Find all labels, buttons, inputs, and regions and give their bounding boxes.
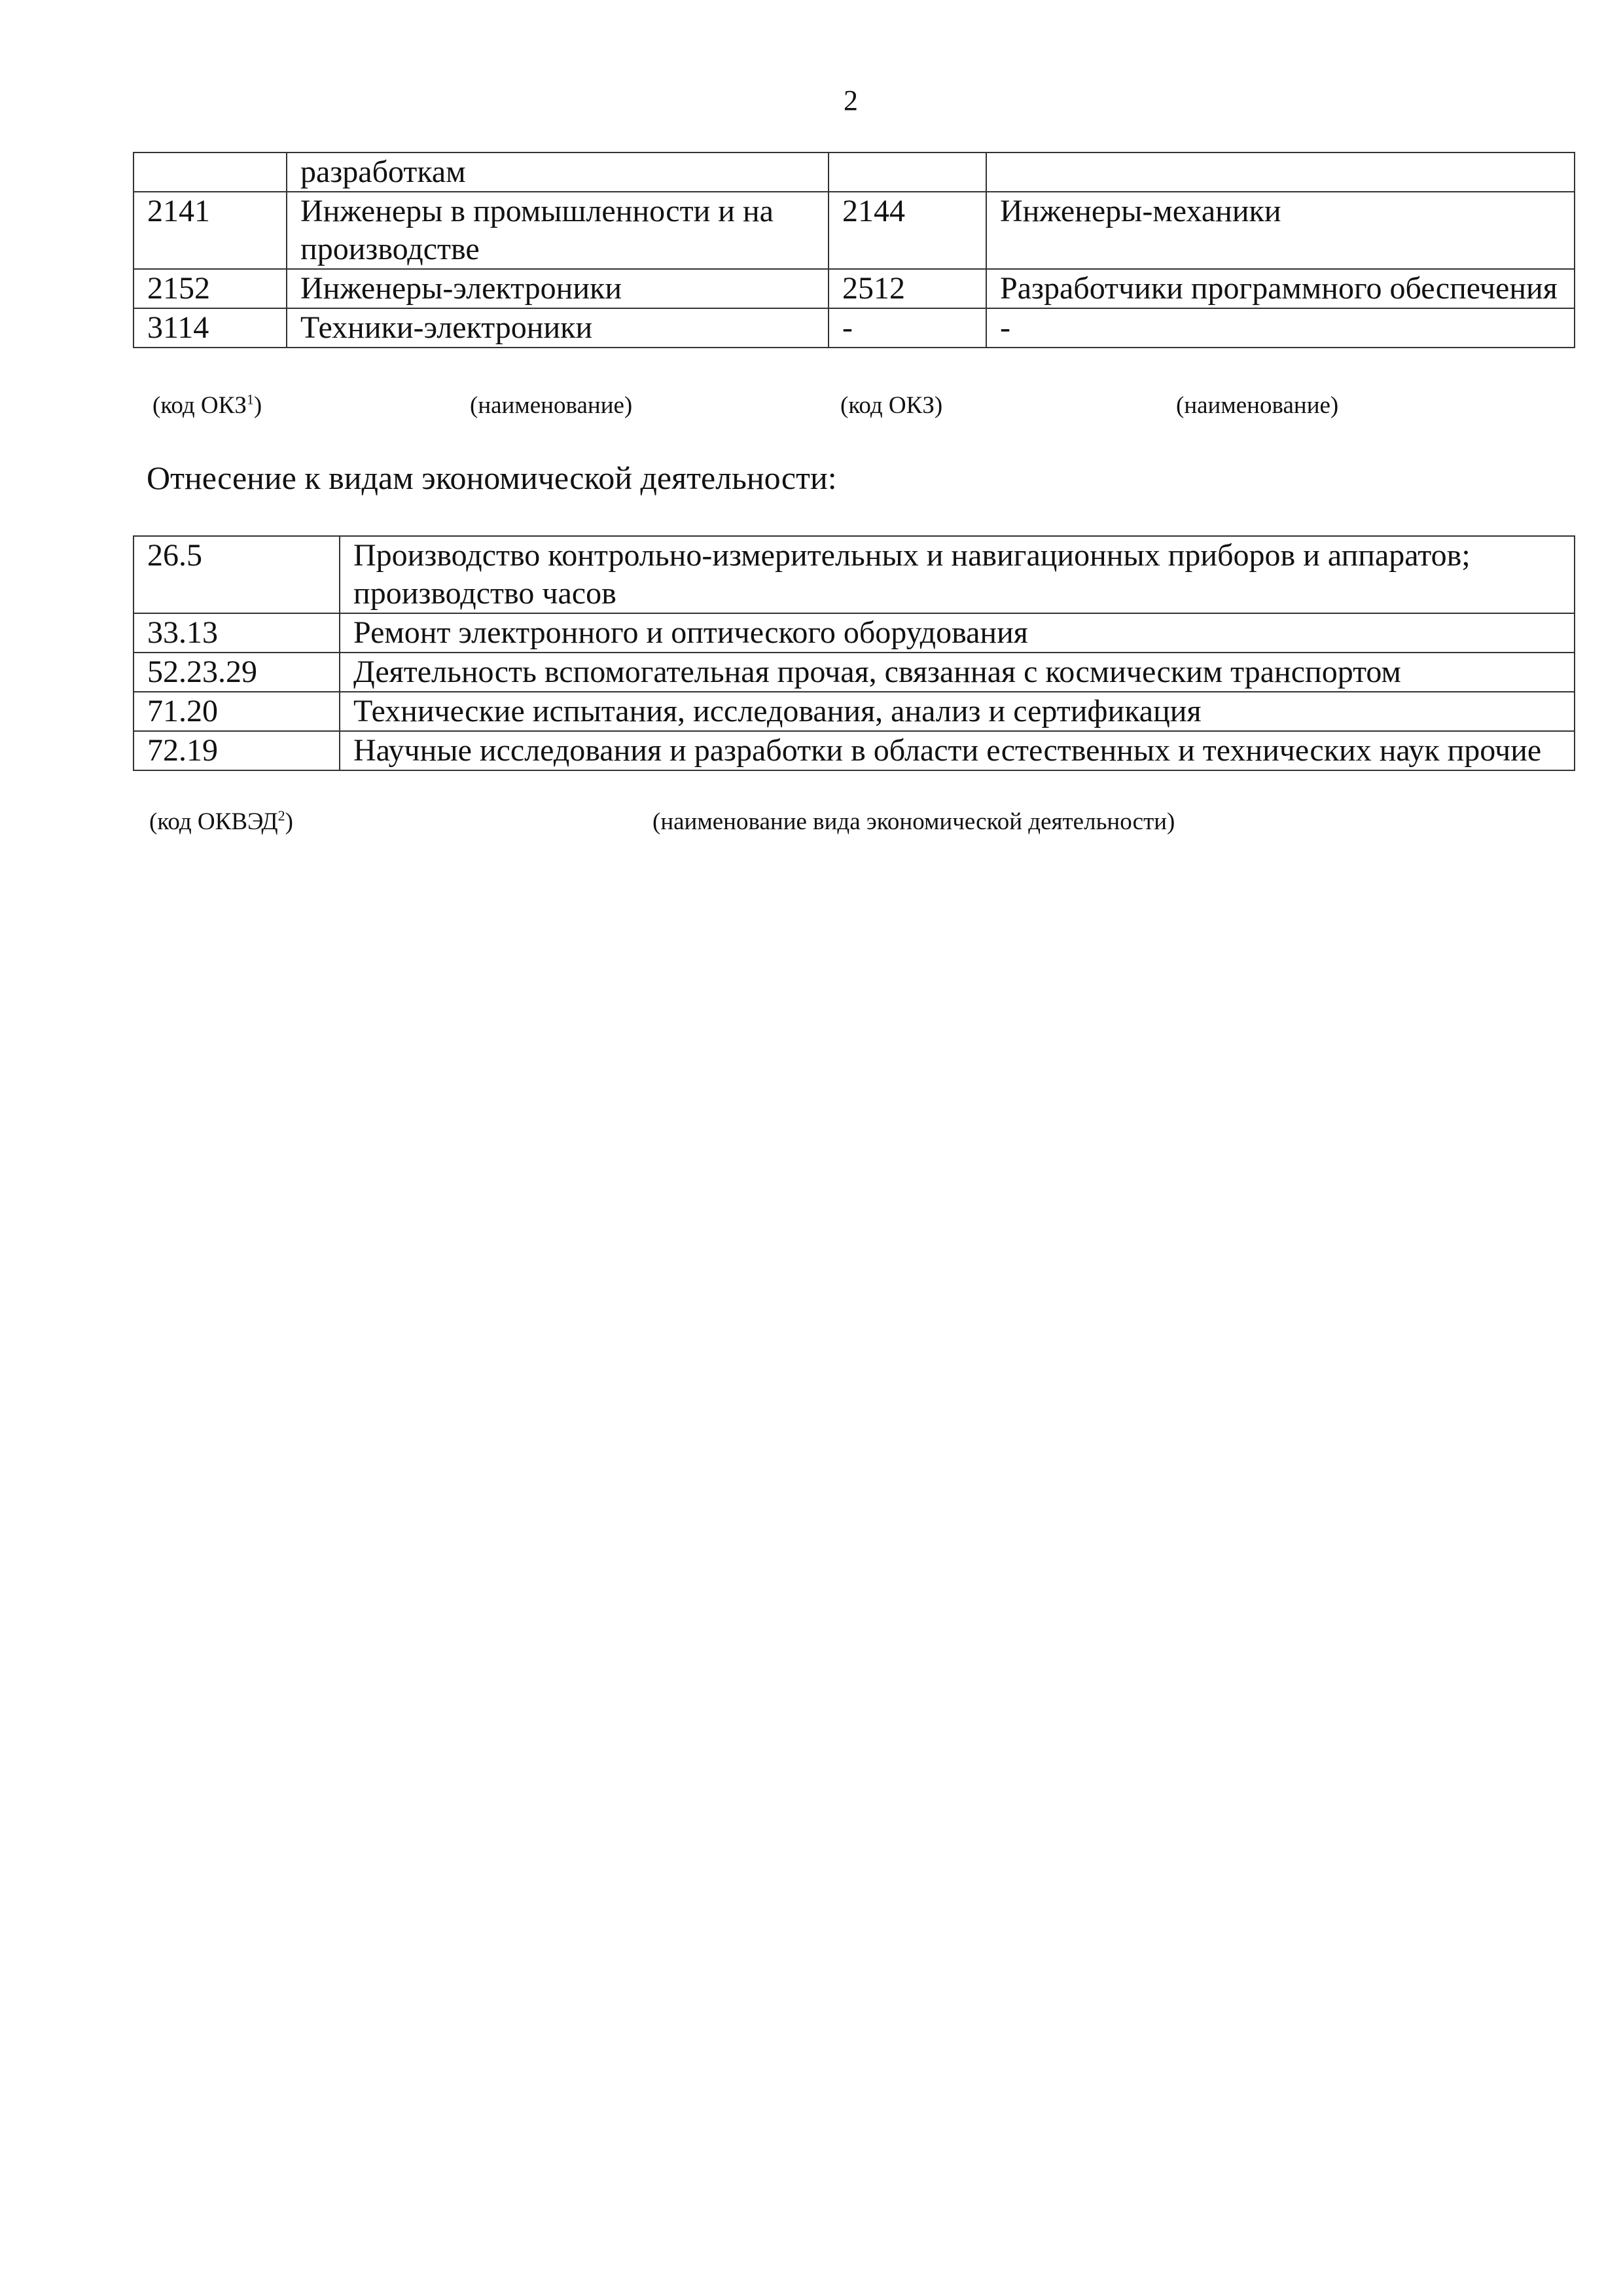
okz-code-cell: 2512 [829, 269, 986, 308]
okz-code-caption: (код ОКЗ$^1$) [152, 391, 262, 419]
table-row [134, 152, 1575, 192]
okz-code-cell: 2144 [829, 192, 986, 269]
okz-name-caption: (наименование) [470, 392, 633, 419]
table-row [134, 308, 1575, 348]
okved-code-cell: 52.23.29 [134, 653, 340, 692]
okz-code-cell: 2141 [134, 192, 287, 269]
okz-code-cell: - [829, 308, 986, 348]
page-number: 2 [844, 84, 858, 117]
okved-name-cell: Ремонт электронного и оптического оборудования [340, 613, 1575, 653]
okz-name-cell: Инженеры-электроники [287, 269, 829, 308]
section-title: Отнесение к видам экономической деятельности: [147, 459, 837, 496]
okved-code-cell: 33.13 [134, 613, 340, 653]
okved-code-caption: (код ОКВЭД$^2$) [149, 807, 293, 835]
okved-name-cell: Научные исследования и разработки в области естественных и технических наук прочие [340, 731, 1575, 770]
okz-name-cell: Инженеры в промышленности и на производстве [287, 192, 829, 269]
okz-name-cell: разработкам [287, 152, 829, 192]
table-row [134, 653, 1575, 692]
okved-name-cell: Производство контрольно-измерительных и навигационных приборов и аппаратов; производство часов [340, 536, 1575, 613]
footnote-marker: 2 [277, 807, 285, 824]
table-row [134, 536, 1575, 613]
footnote-marker: 1 [246, 391, 254, 408]
okz-name-cell: - [986, 308, 1575, 348]
table-row [134, 692, 1575, 731]
okved-activities-table [133, 535, 1575, 771]
okz-occupations-table [133, 152, 1575, 348]
okz-code-cell: 3114 [134, 308, 287, 348]
okz-code-caption-2: (код ОКЗ) [840, 392, 943, 419]
okz-name-cell: Разработчики программного обеспечения [986, 269, 1575, 308]
okved-code-cell: 26.5 [134, 536, 340, 613]
okved-name-caption: (наименование вида экономической деятельности) [652, 808, 1175, 835]
table-row [134, 613, 1575, 653]
okved-name-cell: Деятельность вспомогательная прочая, связанная с космическим транспортом [340, 653, 1575, 692]
table-row [134, 269, 1575, 308]
table-row [134, 192, 1575, 269]
okz-name-cell [986, 152, 1575, 192]
okz-name-caption-2: (наименование) [1176, 392, 1339, 419]
okved-code-cell: 72.19 [134, 731, 340, 770]
okz-code-cell [829, 152, 986, 192]
okz-code-cell: 2152 [134, 269, 287, 308]
okved-name-cell: Технические испытания, исследования, анализ и сертификация [340, 692, 1575, 731]
okz-code-cell [134, 152, 287, 192]
table-row [134, 731, 1575, 770]
okved-code-cell: 71.20 [134, 692, 340, 731]
okz-name-cell: Инженеры-механики [986, 192, 1575, 269]
okz-name-cell: Техники-электроники [287, 308, 829, 348]
